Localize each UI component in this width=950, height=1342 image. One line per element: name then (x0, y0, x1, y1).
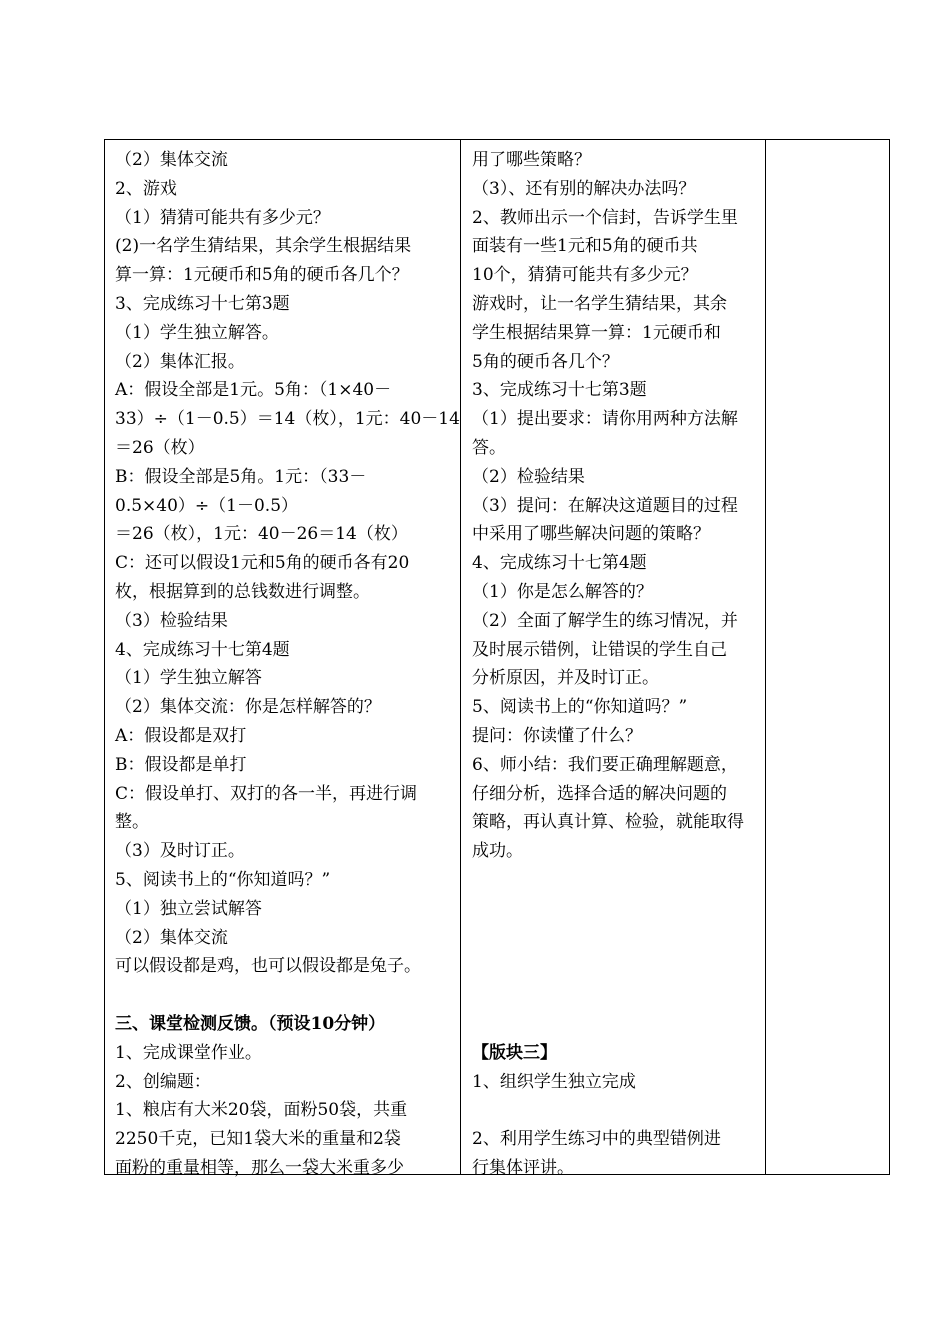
left-text-line: 枚，根据算到的总钱数进行调整。 (115, 581, 370, 602)
mid-text-line: 仔细分析，选择合适的解决问题的 (472, 783, 727, 804)
student-activity-column (115, 146, 461, 1183)
mid-text-line: （2）检验结果 (472, 466, 585, 487)
mid-text-line (472, 952, 770, 981)
left-text-line: A：假设都是双打 (115, 725, 247, 746)
mid-text-line: 提问：你读懂了什么？ (472, 725, 642, 746)
mid-text-line: 2、教师出示一个信封，告诉学生里 (472, 207, 738, 228)
mid-text-line: （3）、还有别的解决办法吗？ (472, 178, 696, 199)
lesson-plan-table (104, 139, 890, 1178)
left-text-line: B：假设都是单打 (115, 754, 247, 775)
left-text-line: A：假设全部是1元。5角：（1×40－ (115, 380, 392, 401)
mid-text-line: 3、完成练习十七第3题 (472, 380, 647, 401)
mid-text-line: 5、阅读书上的“你知道吗？” (472, 697, 688, 718)
left-text-line: 33）÷（1－0.5）＝14（枚），1元：40－14 (115, 409, 460, 430)
left-text-line: (2)一名学生猜结果，其余学生根据结果 (115, 236, 412, 257)
notes-column (766, 140, 889, 1174)
mid-text-line: 面装有一些1元和5角的硬币共 (472, 236, 698, 257)
mid-text-line: 10个，猜猜可能共有多少元？ (472, 265, 698, 286)
mid-text-line: 及时展示错例，让错误的学生自己 (472, 639, 727, 660)
mid-text-line: 行集体评讲。 (472, 1157, 574, 1178)
left-text-line: 3、完成练习十七第3题 (115, 293, 290, 314)
mid-text-line: 游戏时，让一名学生猜结果，其余 (472, 293, 727, 314)
left-text-line: 5、阅读书上的“你知道吗？” (115, 869, 331, 890)
mid-text-line (472, 1096, 770, 1125)
left-text-line: 算一算：1元硬币和5角的硬币各几个？ (115, 265, 409, 286)
mid-text-line: 成功。 (472, 841, 523, 862)
mid-text-line: （1）你是怎么解答的？ (472, 581, 653, 602)
left-text-line: 1、粮店有大米20袋，面粉50袋，共重 (115, 1100, 408, 1121)
teacher-activity-column (472, 146, 770, 1183)
left-text-line: 1、完成课堂作业。 (115, 1042, 262, 1063)
left-text-line: 2、创编题： (115, 1071, 211, 1092)
left-text-line: 0.5×40）÷（1－0.5） (115, 495, 299, 516)
mid-text-line: 中采用了哪些解决问题的策略？ (472, 524, 710, 545)
left-text-line: C：假设单打、双打的各一半，再进行调 (115, 783, 418, 804)
left-text-line: 面粉的重量相等，那么一袋大米重多少 (115, 1157, 404, 1178)
mid-text-line (472, 924, 770, 953)
left-text-line: 2、游戏 (115, 178, 177, 199)
mid-text-line: 用了哪些策略？ (472, 150, 591, 170)
mid-text-line: （2）全面了解学生的练习情况，并 (472, 610, 738, 631)
left-text-line: ＝26（枚），1元：40－26＝14（枚） (115, 524, 408, 545)
left-text-line: （2）集体交流：你是怎样解答的？ (115, 697, 381, 718)
left-text-line: 三、课堂检测反馈。（预设10分钟） (115, 1013, 386, 1034)
mid-text-line (472, 866, 770, 895)
mid-text-line (472, 1010, 770, 1039)
mid-text-line: 6、师小结：我们要正确理解题意， (472, 754, 738, 775)
mid-text-line: 答。 (472, 437, 506, 458)
left-text-line: 4、完成练习十七第4题 (115, 639, 290, 660)
left-text-line: 2250千克，已知1袋大米的重量和2袋 (115, 1129, 401, 1150)
left-text-line: B：假设全部是5角。1元：（33－ (115, 466, 367, 487)
left-text-line: 整。 (115, 812, 149, 833)
mid-text-line (472, 981, 770, 1010)
mid-text-line: 【版块三】 (472, 1042, 557, 1063)
left-text-line: C：还可以假设1元和5角的硬币各有20 (115, 553, 410, 574)
left-text-line (115, 981, 461, 1010)
left-text-line: （2）集体汇报。 (115, 351, 245, 372)
left-text-line: （1）猜猜可能共有多少元？ (115, 207, 330, 228)
mid-text-line: （1）提出要求：请你用两种方法解 (472, 409, 738, 430)
mid-text-line: 5角的硬币各几个？ (472, 351, 619, 372)
left-text-line: （1）学生独立解答 (115, 668, 262, 689)
mid-text-line: 4、完成练习十七第4题 (472, 553, 647, 574)
left-text-line: （3）检验结果 (115, 610, 228, 631)
left-text-line: （1）学生独立解答。 (115, 322, 279, 343)
left-text-line: （2）集体交流 (115, 927, 228, 948)
mid-text-line: 2、利用学生练习中的典型错例进 (472, 1129, 721, 1150)
left-text-line: （3）及时订正。 (115, 841, 245, 862)
mid-text-line: 策略，再认真计算、检验，就能取得 (472, 812, 744, 833)
mid-text-line: 分析原因，并及时订正。 (472, 668, 659, 689)
left-text-line: （2）集体交流 (115, 150, 228, 170)
left-text-line: ＝26（枚） (115, 437, 205, 458)
mid-text-line: （3）提问：在解决这道题目的过程 (472, 495, 738, 516)
left-text-line: 可以假设都是鸡，也可以假设都是兔子。 (115, 956, 421, 977)
mid-text-line: 学生根据结果算一算：1元硬币和 (472, 322, 721, 343)
mid-text-line: 1、组织学生独立完成 (472, 1071, 636, 1092)
mid-text-line (472, 895, 770, 924)
left-text-line: （1）独立尝试解答 (115, 898, 262, 919)
